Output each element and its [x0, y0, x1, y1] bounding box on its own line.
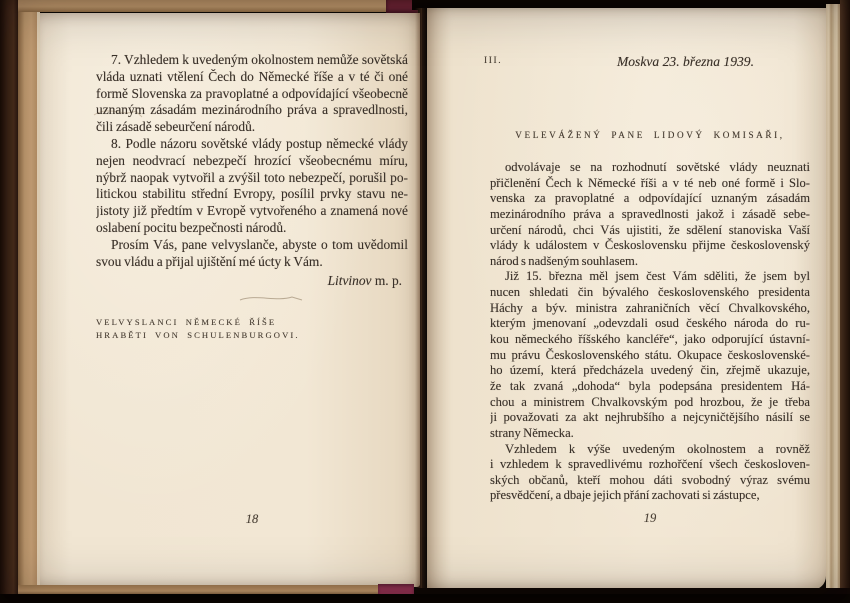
book-cover-bottom-edge — [0, 594, 850, 603]
text-line: i vzhledem k spravedlivému rozhořčení všech českosloven- — [490, 457, 810, 472]
right-page-body-text — [490, 160, 810, 504]
text-line: ských občanů, kteří mohou dáti svobodný výraz svému — [490, 472, 810, 487]
addressee-line: VELVYSLANCI NĚMECKÉ ŘÍŠE — [96, 317, 277, 327]
text-line: kterým jmenovaní „odevzdali osud českého národa do ru- — [490, 316, 810, 331]
dateline: Moskva 23. března 1939. — [616, 54, 754, 69]
book-gutter-crease — [415, 8, 427, 592]
text-line: svou vládu a přijal ujištění mé úcty k Vám. — [96, 253, 323, 269]
text-line: venska za pravoplatné a odpovídající uznaným zásadám — [490, 191, 810, 206]
salutation-line: VELEVÁŽENÝ PANE LIDOVÝ KOMISAŘI, — [515, 130, 785, 140]
text-line: Vzhledem k výše uvedeným okolnostem a rovněž — [505, 441, 810, 456]
text-line: čili zásadě sebeurčení národů. — [96, 119, 256, 135]
text-line: vlády k událostem v Československu přijme československý — [490, 238, 810, 253]
signature-suffix: m. p. — [371, 273, 402, 288]
signature-name: Litvinov — [327, 273, 372, 288]
book-cover-right-edge — [840, 0, 850, 603]
text-line: oslabení pocitu bezpečnosti národů. — [96, 219, 287, 235]
text-line: Háchy a býv. ministra zahraničních věcí Chvalkovského, — [490, 300, 810, 315]
right-page — [427, 8, 826, 590]
text-line: kou německého říšského kancléře“, jako odporující ústavní- — [490, 332, 810, 347]
page-number-left: 18 — [245, 512, 259, 526]
page-number-right: 19 — [643, 511, 657, 525]
text-line: ho území, která předcházela uvedený čin, zřejmě ukazuje, — [490, 363, 810, 378]
text-line: Již 15. března měl jsem čest Vám sděliti, že jsem byl — [505, 269, 810, 284]
left-page-body-text — [96, 52, 408, 270]
right-page-header — [484, 54, 810, 72]
chapter-numeral: III. — [484, 56, 503, 66]
text-line: přesvědčení, a dbaje jejich přání zachovati si zástupce, — [490, 488, 760, 503]
page-stack-edge-top — [18, 0, 386, 12]
text-line: strany Německa. — [490, 425, 574, 440]
text-line: mezinárodního práva a spravedlnosti jakož i zásadě sebe- — [490, 206, 810, 221]
text-line: Prosím Vás, pane velvyslanče, abyste o tom uvědomil — [111, 236, 408, 252]
text-line: 7. Vzhledem k uvedeným okolnostem nemůže sovětská — [111, 52, 408, 67]
addressee-line: HRABĚTI VON SCHULENBURGOVI. — [96, 330, 300, 340]
addressee-block — [96, 316, 300, 342]
text-line: jistoty již předtím v Evropě vytvořeného a znamená nové — [96, 203, 408, 219]
text-line: uznaným zásadám mezinárodního práva a spravedlnosti, — [96, 102, 408, 118]
pencil-squiggle-mark — [236, 291, 306, 305]
text-line: vláda uznati vtělení Čech do Německé říše a v té či oné — [96, 68, 408, 84]
text-line: nýbrž naopak vytvořil a zvýšil toto nebezpečí, porušil po- — [96, 169, 408, 185]
text-line: litickou stabilitu střední Evropy, posílil prvky stavu ne- — [96, 186, 408, 202]
text-line: odvolávaje se na rozhodnutí sovětské vlády neuznati — [505, 160, 810, 174]
left-page — [40, 13, 420, 587]
signature-line — [96, 273, 408, 289]
text-line: že tak zvaná „dohoda“ byla podepsána presidentem Há- — [490, 378, 810, 393]
text-line: chou a ministrem Chvalkovským pod hrozbou, že je třeba — [490, 394, 810, 409]
text-line: mu právu Československého státu. Okupace československé- — [490, 347, 810, 362]
book-cover-left-edge — [0, 0, 18, 603]
text-line: určení národů, chci Vás ujistiti, že sdělení stanoviska Vaší — [490, 222, 810, 237]
page-stack-edge-left — [18, 0, 40, 603]
text-line: nejen neodvrací nebezpečí hrozící všeobecnému míru, — [96, 152, 408, 168]
text-line: 8. Podle názoru sovětské vlády postup německé vlády — [111, 135, 408, 151]
text-line: národ s nadšeným souhlasem. — [490, 253, 638, 268]
text-line: formě Slovenska za pravoplatné a odpovídající všeobecně — [96, 85, 408, 101]
text-line: přičlenění Čech k Německé říši a v té neb oné formě i Slo- — [490, 175, 810, 190]
text-line: ji považovati za akt nejhrubšího a nejcyničtějšího násilí se — [490, 410, 810, 425]
text-line: nucen shledati čin bývalého československého presidenta — [490, 285, 810, 300]
